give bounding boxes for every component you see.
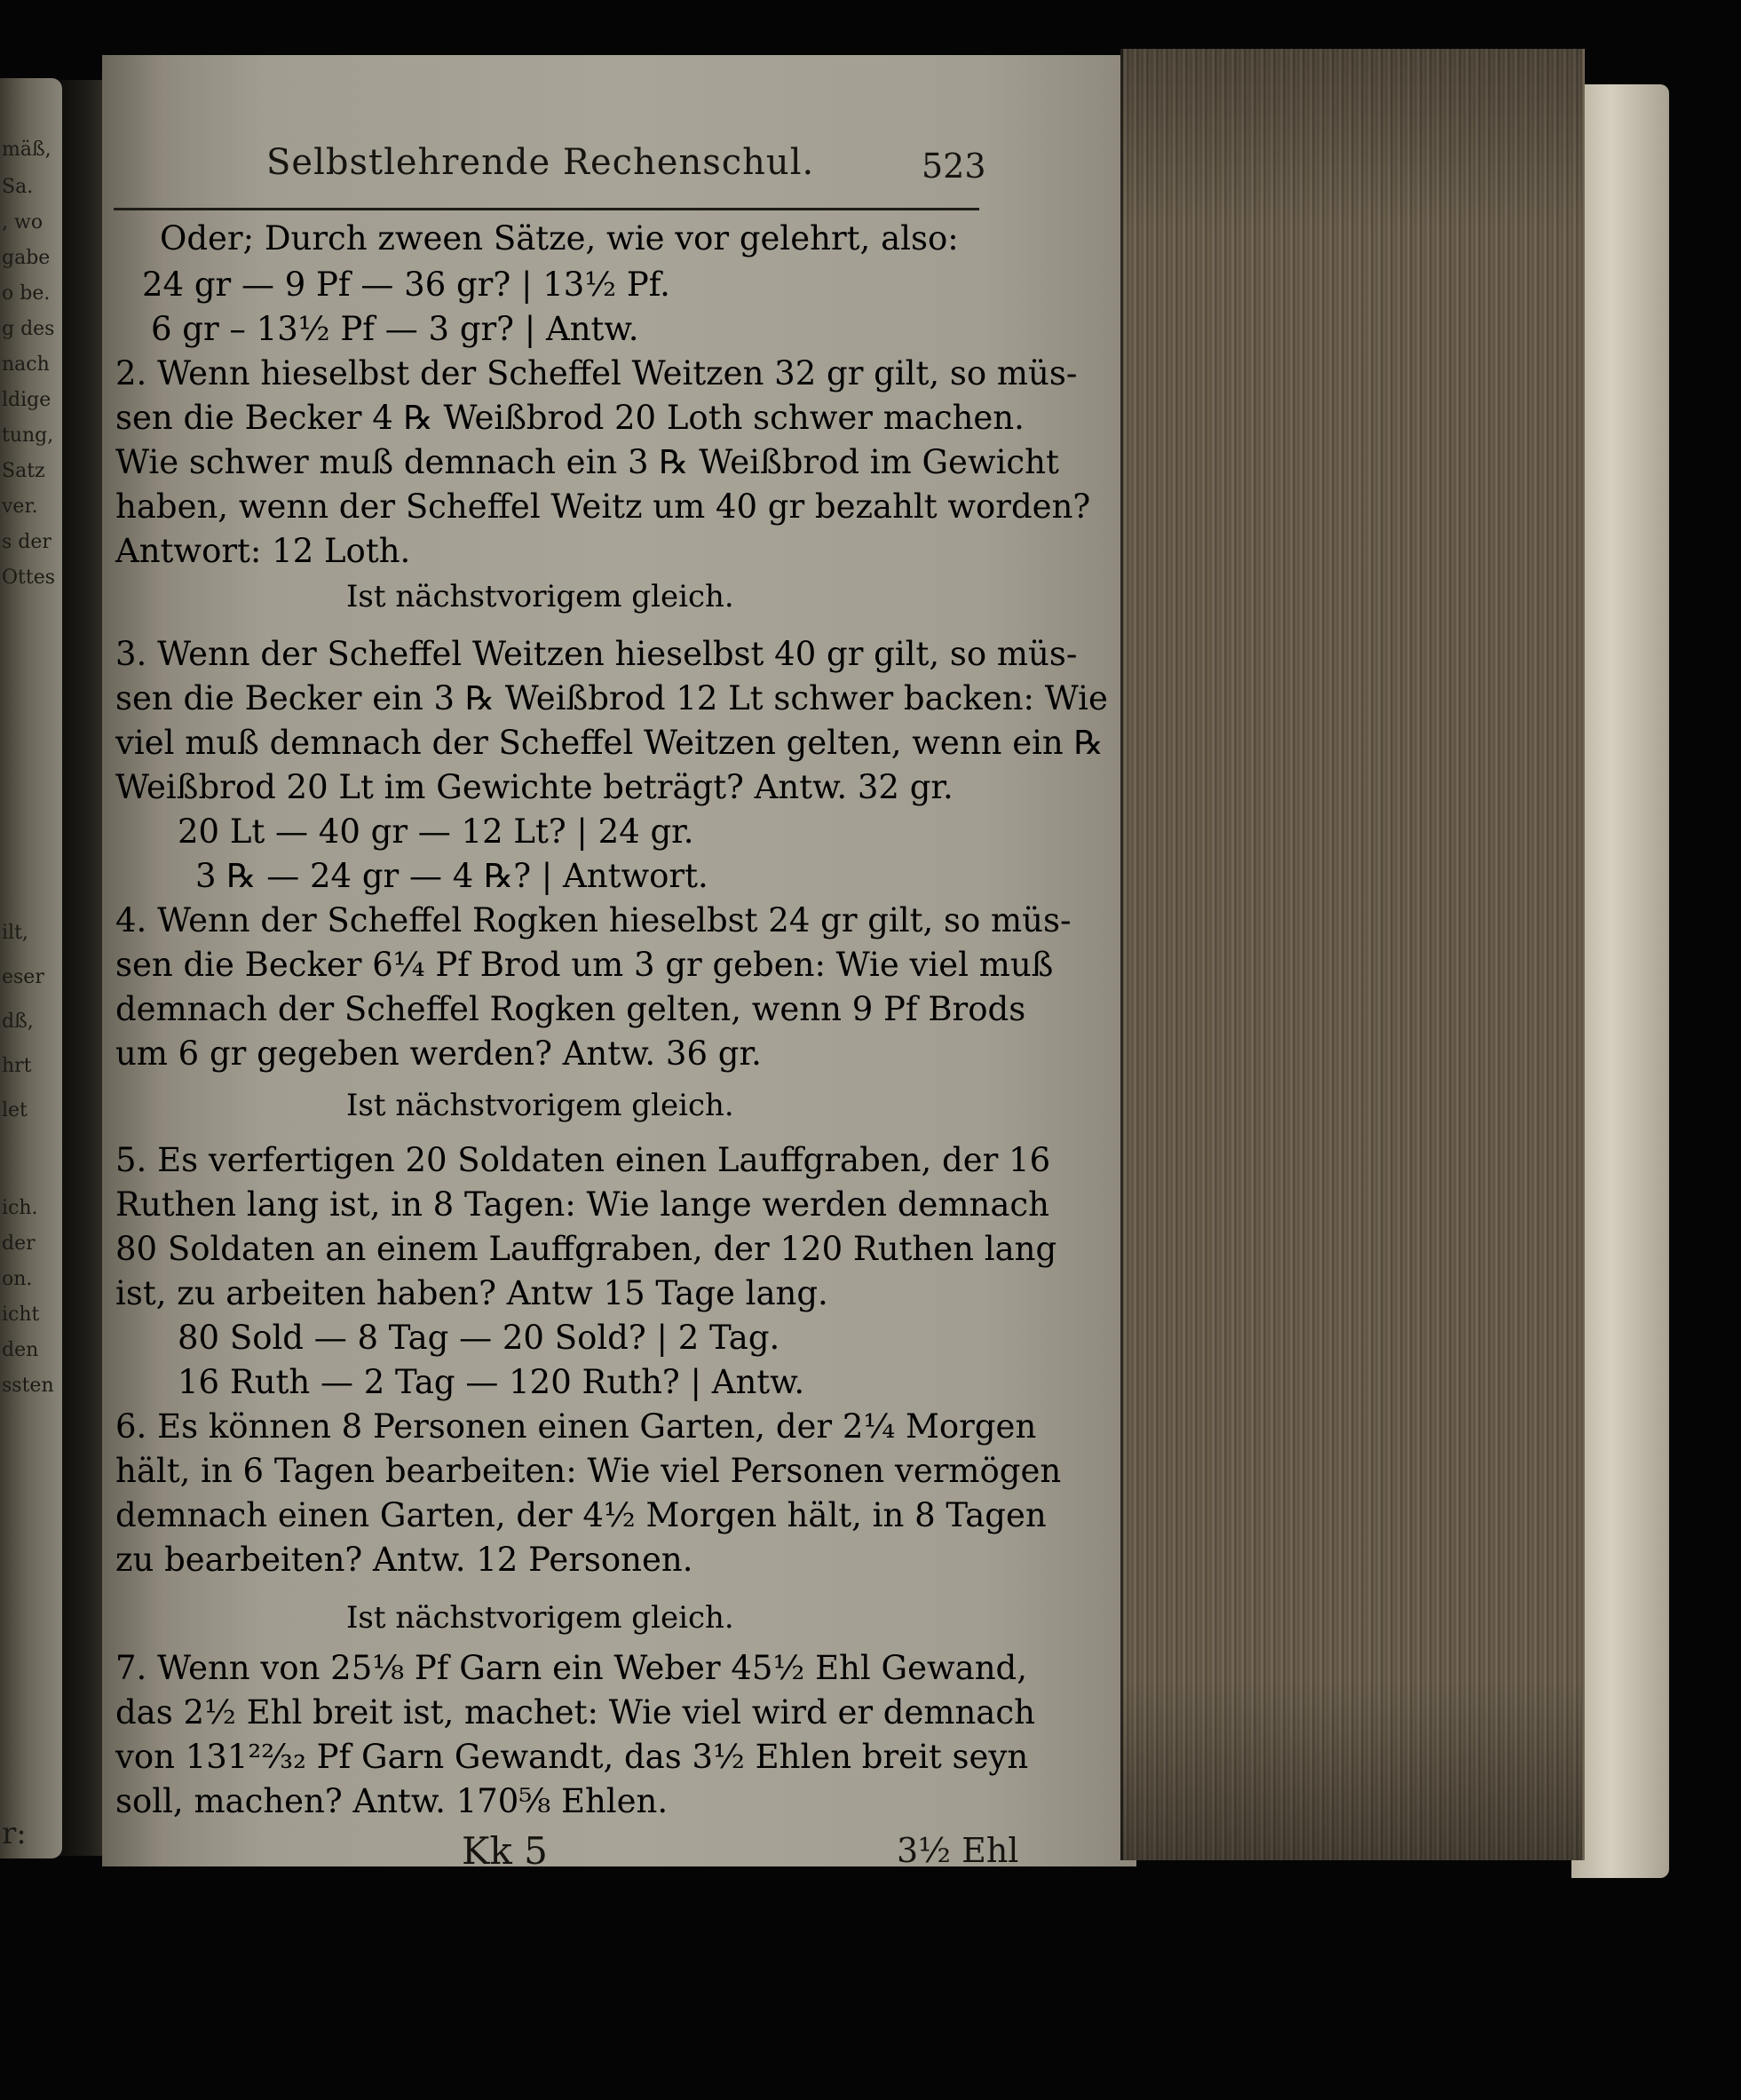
text-line: 3. Wenn der Scheffel Weitzen hieselbst 40 gr gilt, so müs- xyxy=(115,635,1078,673)
text-line: 5. Es verfertigen 20 Soldaten einen Lauffgraben, der 16 xyxy=(115,1141,1051,1179)
section-remark: Ist nächstvorigem gleich. xyxy=(346,1600,734,1636)
margin-fragment: o be. xyxy=(2,282,51,305)
text-line: sen die Becker ein 3 ℞ Weißbrod 12 Lt schwer backen: Wie xyxy=(115,679,1108,717)
text-line: 16 Ruth — 2 Tag — 120 Ruth? | Antw. xyxy=(178,1363,805,1401)
margin-fragment: tung, xyxy=(2,424,54,447)
text-line: 80 Sold — 8 Tag — 20 Sold? | 2 Tag. xyxy=(178,1319,780,1357)
left-margin-fragments xyxy=(2,78,57,1858)
margin-fragment: on. xyxy=(2,1268,33,1290)
text-line: 20 Lt — 40 gr — 12 Lt? | 24 gr. xyxy=(178,812,694,851)
margin-fragment: , wo xyxy=(2,211,44,234)
text-line: sen die Becker 4 ℞ Weißbrod 20 Loth schwer machen. xyxy=(115,399,1025,437)
header-rule xyxy=(114,208,979,210)
margin-fragment: eser xyxy=(2,966,44,988)
text-line: zu bearbeiten? Antw. 12 Personen. xyxy=(115,1541,693,1579)
signature-mark: Kk 5 xyxy=(462,1829,548,1873)
text-line: Oder; Durch zween Sätze, wie vor gelehrt, also: xyxy=(160,219,959,258)
margin-fragment: ssten xyxy=(2,1375,54,1397)
margin-fragment: den xyxy=(2,1339,39,1361)
back-cover-board xyxy=(1571,84,1669,1878)
margin-fragment: ver. xyxy=(2,495,38,518)
text-line: sen die Becker 6¼ Pf Brod um 3 gr geben: Wie viel muß xyxy=(115,946,1054,984)
text-line: von 131²²⁄₃₂ Pf Garn Gewandt, das 3½ Ehlen breit seyn xyxy=(115,1738,1029,1776)
text-line: demnach der Scheffel Rogken gelten, wenn 9 Pf Brods xyxy=(115,990,1026,1028)
margin-fragment: ich. xyxy=(2,1197,38,1219)
left-page-edge xyxy=(0,78,62,1858)
margin-fragment: icht xyxy=(2,1304,40,1326)
text-line: 24 gr — 9 Pf — 36 gr? | 13½ Pf. xyxy=(142,265,670,304)
margin-fragment: mäß, xyxy=(2,139,51,161)
page-number: 523 xyxy=(922,147,986,186)
text-line: Ruthen lang ist, in 8 Tagen: Wie lange werden demnach xyxy=(115,1185,1049,1224)
text-line: ist, zu arbeiten haben? Antw 15 Tage lang. xyxy=(115,1274,828,1312)
text-line: Weißbrod 20 Lt im Gewichte beträgt? Antw. 32 gr. xyxy=(115,768,954,806)
catchword: 3½ Ehl xyxy=(897,1831,1019,1870)
margin-fragment: r: xyxy=(2,1816,27,1851)
margin-fragment: Sa. xyxy=(2,176,34,198)
margin-fragment: gabe xyxy=(2,247,51,269)
margin-fragment: nach xyxy=(2,353,50,376)
margin-fragment: s der xyxy=(2,531,51,553)
text-line: das 2½ Ehl breit ist, machet: Wie viel wird er demnach xyxy=(115,1693,1035,1732)
text-line: um 6 gr gegeben werden? Antw. 36 gr. xyxy=(115,1034,762,1073)
margin-fragment: ilt, xyxy=(2,922,28,944)
text-line: demnach einen Garten, der 4½ Morgen hält, in 8 Tagen xyxy=(115,1496,1047,1534)
text-line: 6 gr – 13½ Pf — 3 gr? | Antw. xyxy=(151,310,639,348)
text-line: hält, in 6 Tagen bearbeiten: Wie viel Personen vermögen xyxy=(115,1452,1062,1490)
text-line: Wie schwer muß demnach ein 3 ℞ Weißbrod im Gewicht xyxy=(115,443,1059,481)
text-line: 7. Wenn von 25⅛ Pf Garn ein Weber 45½ Ehl Gewand, xyxy=(115,1649,1027,1687)
text-line: 3 ℞ — 24 gr — 4 ℞? | Antwort. xyxy=(195,857,708,895)
text-line: 80 Soldaten an einem Lauffgraben, der 120 Ruthen lang xyxy=(115,1230,1057,1268)
margin-fragment: Ottes xyxy=(2,567,56,589)
margin-fragment: let xyxy=(2,1099,28,1121)
text-line: viel muß demnach der Scheffel Weitzen gelten, wenn ein ℞ xyxy=(115,724,1104,762)
text-line: 6. Es können 8 Personen einen Garten, der 2¼ Morgen xyxy=(115,1407,1037,1446)
text-line: 2. Wenn hieselbst der Scheffel Weitzen 32 gr gilt, so müs- xyxy=(115,354,1078,392)
margin-fragment: Satz xyxy=(2,460,45,482)
section-remark: Ist nächstvorigem gleich. xyxy=(346,579,734,614)
margin-fragment: ldige xyxy=(2,389,51,411)
text-line: 4. Wenn der Scheffel Rogken hieselbst 24 gr gilt, so müs- xyxy=(115,901,1072,939)
fore-edge-shadow xyxy=(1120,49,1582,1860)
text-line: Antwort: 12 Loth. xyxy=(115,532,411,570)
margin-fragment: dß, xyxy=(2,1010,34,1033)
section-remark: Ist nächstvorigem gleich. xyxy=(346,1088,734,1123)
text-line: haben, wenn der Scheffel Weitz um 40 gr bezahlt worden? xyxy=(115,487,1091,526)
margin-fragment: g des xyxy=(2,318,55,340)
running-title: Selbstlehrende Rechenschul. xyxy=(266,142,815,183)
margin-fragment: der xyxy=(2,1232,36,1255)
text-line: soll, machen? Antw. 170⅝ Ehlen. xyxy=(115,1782,669,1820)
margin-fragment: hrt xyxy=(2,1055,32,1077)
